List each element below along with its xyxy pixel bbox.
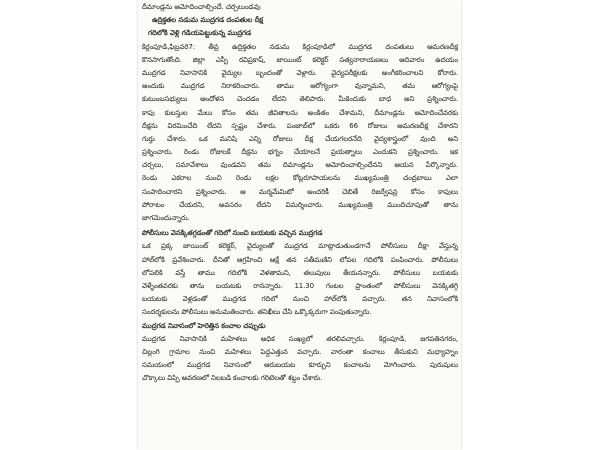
article-line: లోపలికి వస్తే తాము గదిలోకి వెళతామని, తలుపులు తీయనన్నారు. పోలీసులు బయటకు (142, 268, 458, 277)
article-line: ప్రశ్నించారు. రెండు రోజులకే దీక్షను భగ్నం చేయాలనే ప్రయత్నాలు ఎందుకని ప్రశ్నించారు. ఇక (142, 148, 458, 157)
article-line: పోరాటం చేయరని, అవసరం లేదని విమర్శించారు. ముఖ్యమంత్రి ముందిచూపుతో తాను (142, 200, 458, 209)
article-line-intro: దీమాండ్లను ఆమోదించాల్సిందే. చర్చలుండవు (142, 3, 261, 11)
article-line: బయటకు వెళ్లడంతో ముద్రగడ గదిలో నుంచి హాల్‌లోకి వచ్చారు. తన నివాసంలోకి (142, 295, 458, 304)
article-line: చర్చలు, సమావేశాలు వుండవని తమ దిమాండ్లను ఆమోదించాల్సిందేనని ఆయన పేర్కొన్నారు. (142, 161, 458, 170)
article-line: చొక్కాలు విప్పి అవరణలో నిలబడి కంచాలకు గరిటెలతో శబ్దం చేశారు. (142, 374, 323, 383)
article-line: హాల్‌లోకి ప్రవేశించారు. దీనితో ఆగ్రహించి ఆక్షే తన సతీమణిని లోపల గదిలోకి పంపించారు. పోలీసులు (142, 255, 458, 264)
subheading: పోలీసులు వెనక్కితగ్గడంతో గదిలో నుంచి బయటకు వచ్చిన ముద్రగడ (142, 229, 323, 238)
article-line: ముద్రగడ నివాసానికి వైద్యుల బృందంతో వెళ్లారు. వైద్యపరీక్షలకు అంగీకరించాలని కోరారు. (142, 68, 458, 77)
subheading: ముద్రగడ నివాసంలో హెరెత్తిన కంచాల చప్పుడు (142, 321, 266, 330)
left-margin (0, 0, 138, 450)
article-line: సందర్శకులను పోలీసులు అనుమతించారు. తనిఖీలు చేసి ఒక్కొక్కరుగా పంపుతున్నారు. (142, 308, 372, 317)
article-line: గుర్తు చేశారు. ఒక మనిషి ఎన్ని రోజులు దీక్ష చేయగలరనేది వైద్యశాస్త్రంలో వుంది అని (142, 134, 458, 143)
article-line: దీక్షను విరమించేది లేదని స్పష్టం చేశారు. పంజాబ్‌లో ఒకరు 66 రోజులు ఆమరణదీక్ష చేశారని (142, 121, 458, 130)
article-line: ముద్రగడ నివాసానికి మహిళలు అధిక సంఖ్యలో తరలివచ్చారు. కిర్లంపూడి, జగపతినగరం, (142, 334, 458, 343)
article-body (142, 1, 458, 385)
article-line: సమయంలో ముద్రగడ నివాసంలో ఆరుబయట కూర్చుని కంచాలను మోగించారు. పురుషులు (142, 361, 458, 370)
subheading: గదిలోకి వెళ్లి గడియపెట్టుకున్న ముద్రగడ (148, 29, 252, 38)
article-line: కుటుంబసభ్యులు ఆందోళన చెందడం లేదని తెలిపారు. మీకెందుకు బాధ అని ప్రశ్నించారు. (142, 95, 458, 104)
article-line: కొనసాగుతోంది. జిల్లా ఎస్పీ రవిప్రకాష్, జాయింట్ కలెక్టర్ సత్యనారాయణలు ఆదివారం ఉదయం (142, 55, 458, 64)
article-line: రెండు ఎకరాల నుంచి రెండు లక్షల కోట్లరూపాయలను ముఖ్యమంత్రి చంద్రబాబు ఎలా (142, 174, 458, 183)
right-margin (462, 0, 600, 450)
article-line: చిల్లంగి గ్రామాల నుంచి మహిళలు పెద్దఎత్తున వచ్చారు. వారంతా కంచాలు తీసుకుని మధ్యాహ్నం (142, 347, 458, 356)
article-line: సంపాదించారని ప్రశ్నించారు. ఆ మర్మమేమిటో అందరికీ చెబితే రిజర్వేషన్ల కోసం కాపులు (142, 187, 458, 196)
newspaper-clipping (138, 0, 461, 450)
article-line: వెళ్ళేంతవరకు తాను బయటకు రానన్నారు. 11.30 గంటల ప్రాంతంలో పోలీసులు వెనక్కితగ్గి (142, 281, 458, 290)
article-line: జాగమెందున్నారు. (142, 214, 190, 222)
article-line: ఒక ప్రక్క జాయింట్ కలెక్టర్, వైద్యులతో ముద్రగడ మాట్లాడుతుండగానే పోలీసులు దీక్షా వేస్తున్న (142, 242, 458, 251)
article-line: కాపు కులస్తుల మేలు కోసం తమ జీవితాలను అంకితం చేశామని, దీమాండ్లను ఆమోదించేవరకు (142, 108, 458, 117)
article-line: కిర్లంపూడి,ఫిబ్రవరి7: తీవ్ర ఉద్రిక్తతల నడుమ కిర్లంపూడిలో ముద్రగడ దంపతులు ఆమరణదీక్ష (142, 42, 458, 51)
subheading: ఉద్రిక్తతల నడుమ ముద్రగడ దంపతుల దీక్ష (152, 16, 263, 25)
article-line: అందుకు ముద్రగడ నిరాకరించారు. తాము ఆరోగ్యంగా వున్నామని, తమ ఆరోగ్యంపై (142, 82, 458, 91)
